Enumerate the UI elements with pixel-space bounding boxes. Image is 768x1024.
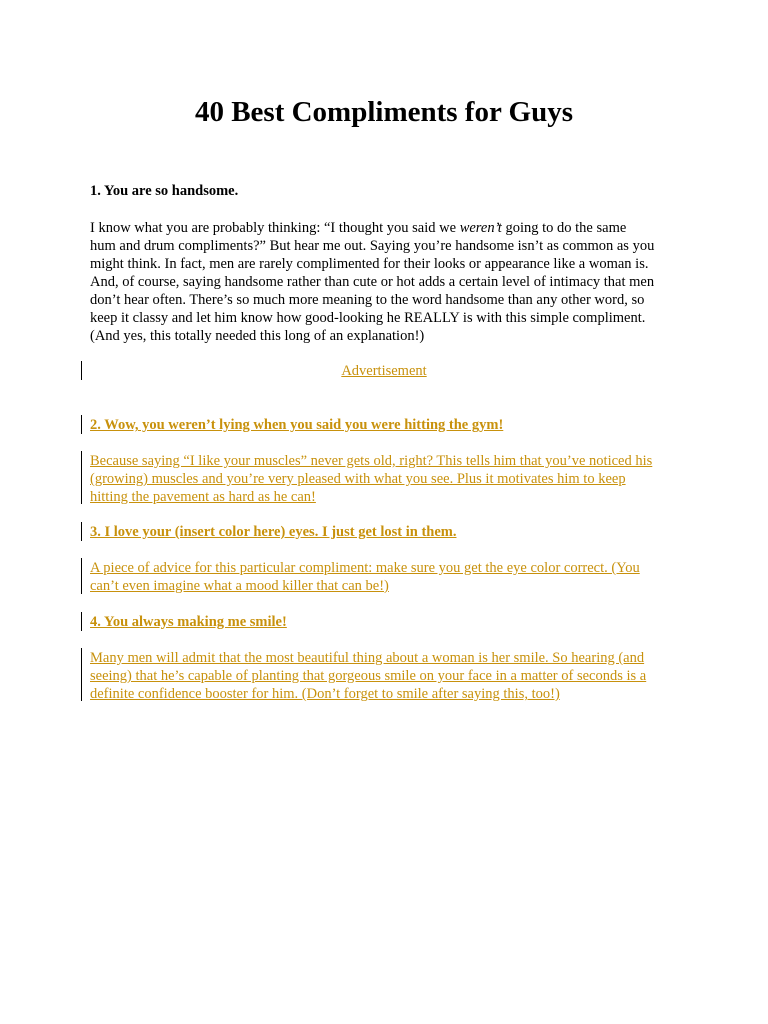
compliment-4-heading xyxy=(90,613,690,631)
compliment-4-heading-link[interactable]: 4. You always making me smile! xyxy=(90,614,287,630)
change-bar xyxy=(81,451,82,504)
paragraph-line: don’t hear often. There’s so much more meaning to the word handsome than any other word, so xyxy=(90,292,645,308)
paragraph-line-link[interactable]: definite confidence booster for him. (Don’t forget to smile after saying this, too!) xyxy=(90,686,560,702)
paragraph-line: (And yes, this totally needed this long of an explanation!) xyxy=(90,328,425,344)
compliment-1-paragraph xyxy=(90,219,682,345)
paragraph-line: keep it classy and let him know how good-looking he REALLY is with this simple compliment. xyxy=(90,310,646,326)
paragraph-line: I know what you are probably thinking: “I thought you said we weren’t going to do the same xyxy=(90,220,627,236)
compliment-3-heading-link[interactable]: 3. I love your (insert color here) eyes. I just get lost in them. xyxy=(90,524,457,540)
compliment-3-paragraph xyxy=(90,559,690,595)
compliment-2-paragraph xyxy=(90,452,690,506)
advertisement-label xyxy=(0,362,768,380)
paragraph-line: might think. In fact, men are rarely complimented for their looks or appearance like a woman is. xyxy=(90,256,649,272)
emphasis-text: weren’t xyxy=(459,220,502,236)
compliment-3-heading xyxy=(90,523,690,541)
page-title: 40 Best Compliments for Guys xyxy=(194,96,574,128)
paragraph-line: hum and drum compliments?” But hear me out. Saying you’re handsome isn’t as common as you xyxy=(90,238,655,254)
paragraph-line-link[interactable]: hitting the pavement as hard as he can! xyxy=(90,489,316,505)
change-bar xyxy=(81,558,82,594)
paragraph-line-link[interactable]: A piece of advice for this particular compliment: make sure you get the eye color correct. (You xyxy=(90,560,640,576)
paragraph-line-link[interactable]: can’t even imagine what a mood killer that can be!) xyxy=(90,578,389,594)
compliment-4-paragraph xyxy=(90,649,690,703)
compliment-2-heading xyxy=(90,416,690,434)
paragraph-line-link[interactable]: (growing) muscles and you’re very pleased with what you see. Plus it motivates him to keep xyxy=(90,471,626,487)
change-bar xyxy=(81,522,82,541)
advertisement-link[interactable]: Advertisement xyxy=(341,363,427,379)
compliment-2-heading-link[interactable]: 2. Wow, you weren’t lying when you said you were hitting the gym! xyxy=(90,417,504,433)
paragraph-line-link[interactable]: Because saying “I like your muscles” never gets old, right? This tells him that you’ve noticed his xyxy=(90,453,653,469)
paragraph-line: And, of course, saying handsome rather than cute or hot adds a certain level of intimacy that men xyxy=(90,274,655,290)
change-bar xyxy=(81,648,82,701)
paragraph-line-link[interactable]: seeing) that he’s capable of planting that gorgeous smile on your face in a matter of seconds is a xyxy=(90,668,647,684)
compliment-1-heading: 1. You are so handsome. xyxy=(90,183,239,199)
change-bar xyxy=(81,612,82,631)
change-bar xyxy=(81,415,82,434)
paragraph-line-link[interactable]: Many men will admit that the most beautiful thing about a woman is her smile. So hearing (and xyxy=(90,650,645,666)
